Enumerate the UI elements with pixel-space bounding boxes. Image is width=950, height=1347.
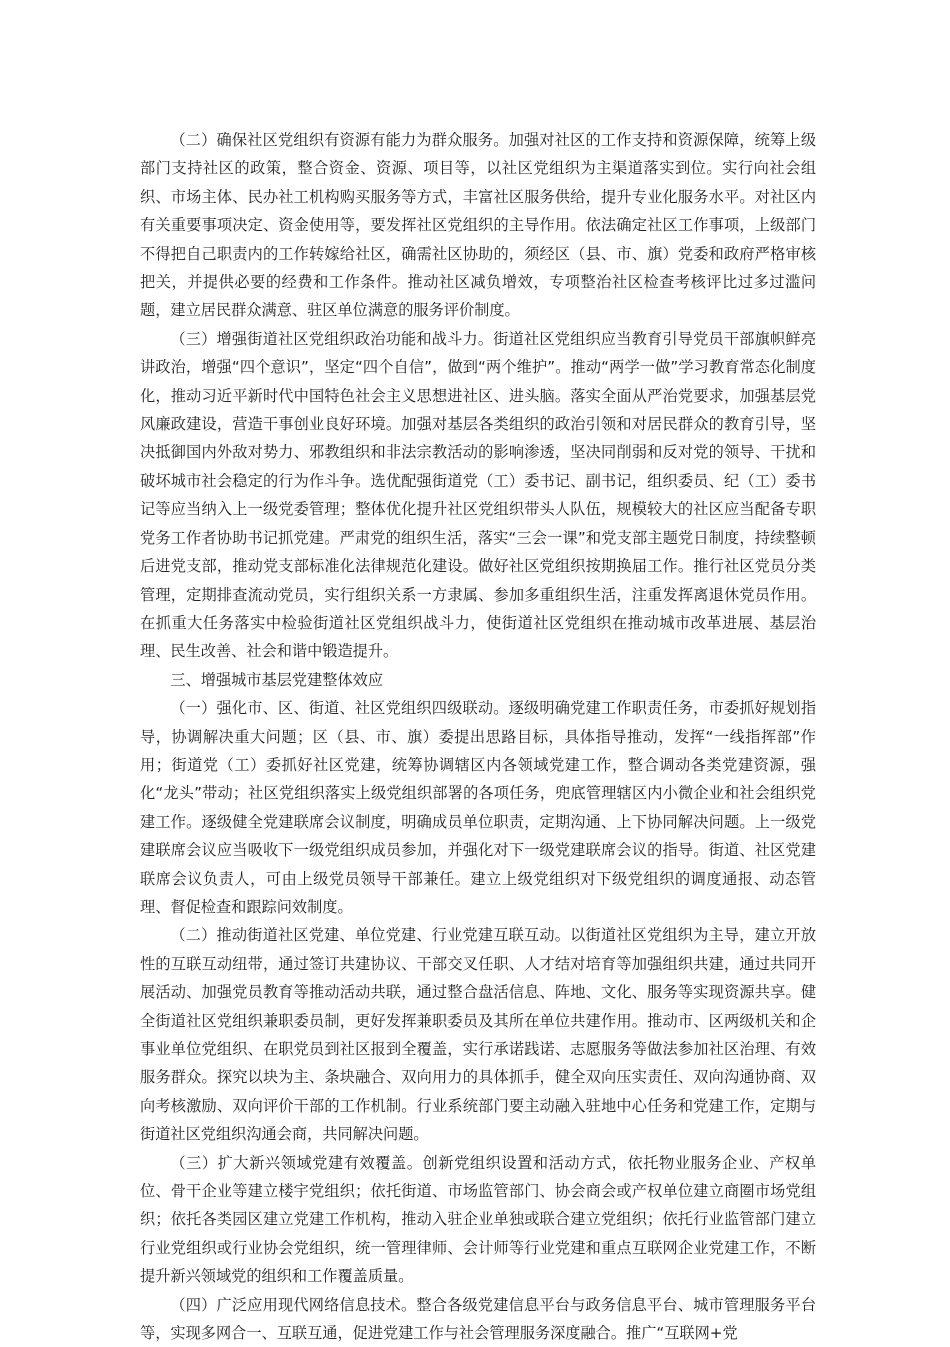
paragraph-community-resources: （二）确保社区党组织有资源有能力为群众服务。加强对社区的工作支持和资源保障，统筹上级部门支持社区的政策，整合资金、资源、项目等，以社区党组织为主渠道落实到位。实行向社会组织、市场主体、民办社工机构购买服务等方式，丰富社区服务供给，提升专业化服务水平。对社区内有关重要事项决定、资金使用等，要发挥社区党组织的主导作用。依法确定社区工作事项，上级部门不得把自己职责内的工作转嫁给社区，确需社区协助的，须经区（县、市、旗）党委和政府严格审核把关，并提供必要的经费和工作条件。推动社区减负增效，专项整治社区检查考核评比过多过滥问题，建立居民群众满意、驻区单位满意的服务评价制度。 — [140, 131, 816, 320]
document-page — [140, 126, 816, 1347]
section-heading-three: 三、增强城市基层党建整体效应 — [170, 670, 384, 689]
paragraph-network-technology: （四）广泛应用现代网络信息技术。整合各级党建信息平台与政务信息平台、城市管理服务平台等，实现多网合一、互联互通，促进党建工作与社会管理服务深度融合。推广“互联网+党 — [140, 1295, 816, 1343]
paragraph-political-function: （三）增强街道社区党组织政治功能和战斗力。街道社区党组织应当教育引导党员干部旗帜鲜亮讲政治，增强“四个意识”，坚定“四个自信”，做到“两个维护”。推动“两学一做”学习教育常态化制度化，推动习近平新时代中国特色社会主义思想进社区、进头脑。落实全面从严治党要求，加强基层党风廉政建设，营造干事创业良好环境。加强对基层各类组织的政治引领和对居民群众的教育引导，坚决抵御国内外敌对势力、邪教组织和非法宗教活动的影响渗透，坚决同削弱和反对党的领导、干扰和破坏城市社会稳定的行为作斗争。选优配强街道党（工）委书记、副书记，组织委员、纪（工）委书记等应当纳入上一级党委管理；整体优化提升社区党组织带头人队伍，规模较大的社区应当配备专职党务工作者协助书记抓党建。严肃党的组织生活，落实“三会一课”和党支部主题党日制度，持续整顿后进党支部，推动党支部标准化法律规范化建设。做好社区党组织按期换届工作。推行社区党员分类管理，定期排查流动党员，实行组织关系一方隶属、参加多重组织生活，注重发挥离退休党员作用。在抓重大任务落实中检验街道社区党组织战斗力，使街道社区党组织在推动城市改革进展、基层治理、民生改善、社会和谐中锻造提升。 — [140, 329, 816, 661]
paragraph-four-level-linkage: （一）强化市、区、街道、社区党组织四级联动。逐级明确党建工作职责任务，市委抓好规划指导，协调解决重大问题；区（县、市、旗）委提出思路目标，具体指导推动，发挥“一线指挥部”作用；街道党（工）委抓好社区党建，统筹协调辖区内各领域党建工作，整合调动各类党建资源，强化“龙头”带动；社区党组织落实上级党组织部署的各项任务，兜底管理辖区内小微企业和社会组织党建工作。逐级健全党建联席会议制度，明确成员单位职责，定期沟通、上下协同解决问题。上一级党建联席会议应当吸收下一级党组织成员参加，并强化对下一级党建联席会议的指导。街道、社区党建联席会议负责人，可由上级党员领导干部兼任。建立上级党组织对下级党组织的调度通报、动态管理、督促检查和跟踪问效制度。 — [140, 699, 816, 916]
paragraph-interconnection: （二）推动街道社区党建、单位党建、行业党建互联互动。以街道社区党组织为主导，建立开放性的互联互动纽带，通过签订共建协议、干部交叉任职、人才结对培育等加强组织共建，通过共同开展活动、加强党员教育等推动活动共联，通过整合盘活信息、阵地、文化、服务等实现资源共享。健全街道社区党组织兼职委员制，更好发挥兼职委员及其所在单位共建作用。推动市、区两级机关和企事业单位党组织、在职党员到社区报到全覆盖，实行承诺践诺、志愿服务等做法参加社区治理、有效服务群众。探究以块为主、条块融合、双向用力的具体抓手，健全双向压实责任、双向沟通协商、双向考核激励、双向评价干部的工作机制。行业系统部门要主动融入驻地中心任务和党建工作，定期与街道社区党组织沟通会商，共同解决问题。 — [140, 926, 816, 1144]
paragraph-new-sectors-coverage: （三）扩大新兴领域党建有效覆盖。创新党组织设置和活动方式，依托物业服务企业、产权单位、骨干企业等建立楼宇党组织；依托街道、市场监管部门、协会商会或产权单位建立商圈市场党组织；依托各类园区建立党建工作机构，推动入驻企业单独或联合建立党组织；依托行业监管部门建立行业党组织或行业协会党组织，统一管理律师、会计师等行业党建和重点互联网企业党建工作，不断提升新兴领域党的组织和工作覆盖质量。 — [140, 1153, 816, 1286]
